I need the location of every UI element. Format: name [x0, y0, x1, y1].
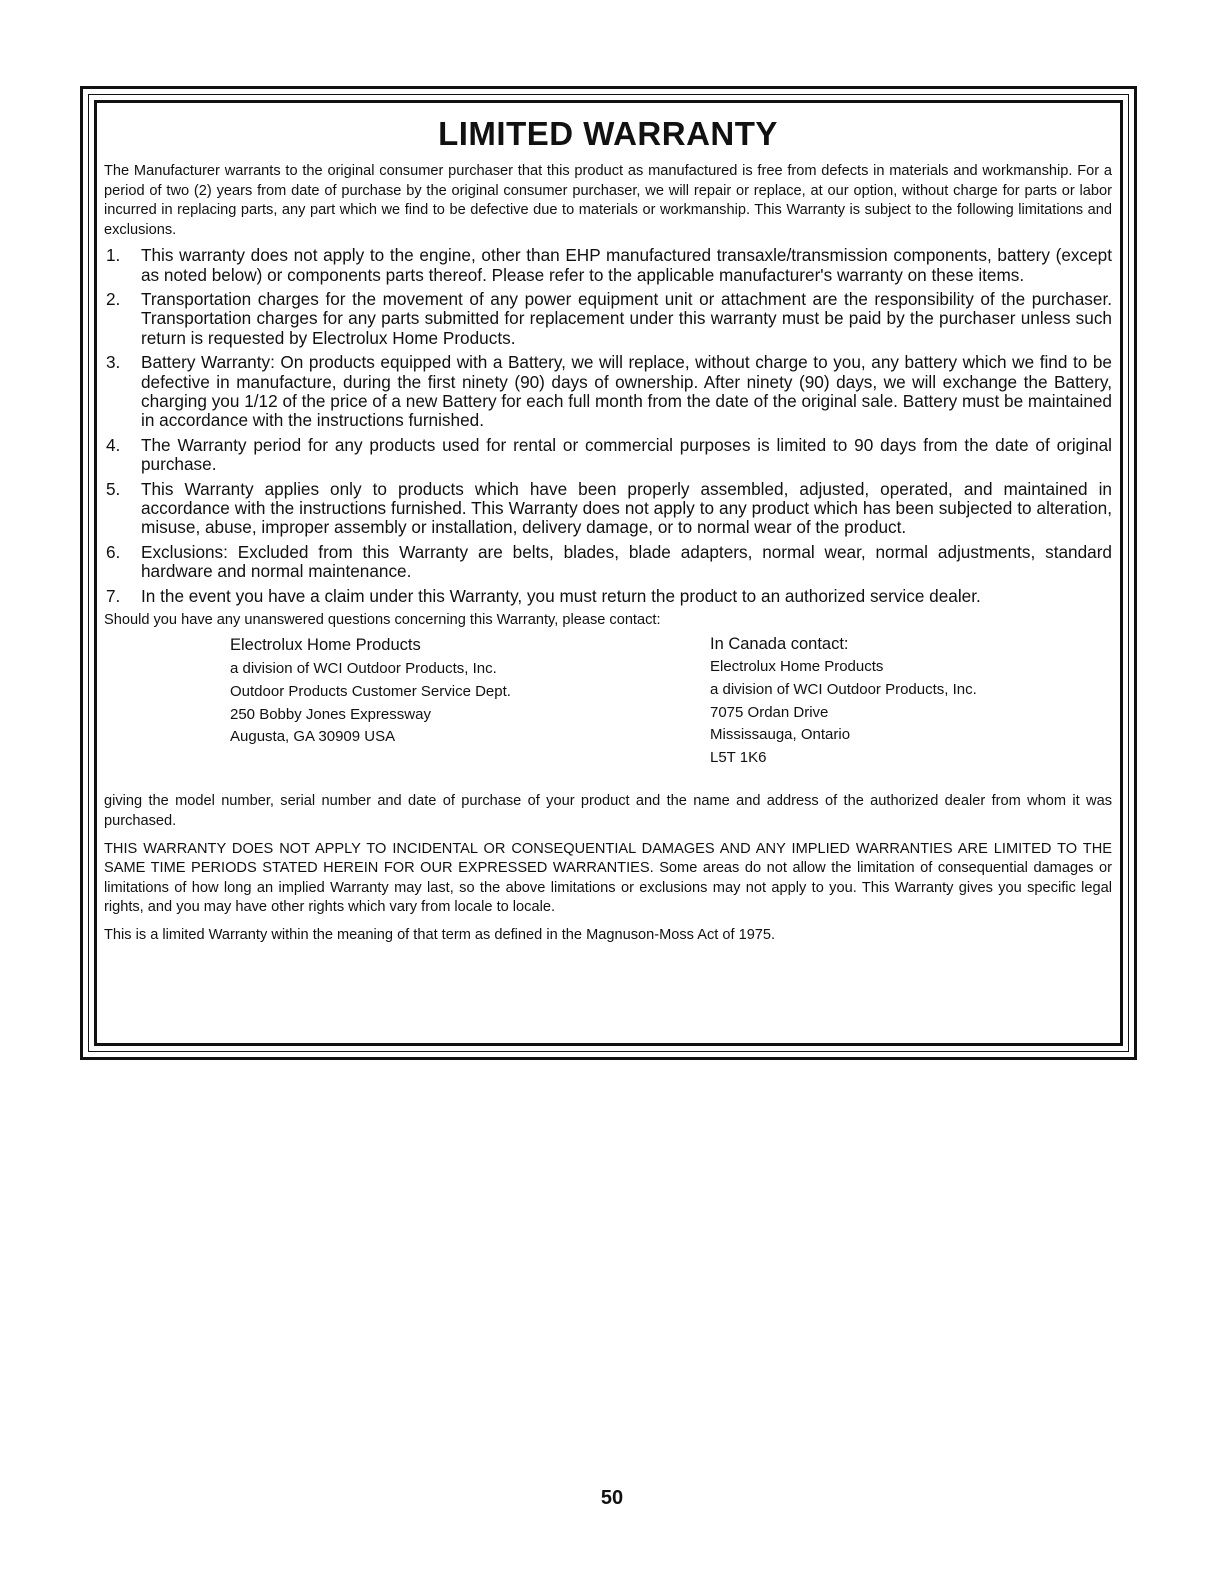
item-text: This Warranty applies only to products which have been properly assembled, adjusted, operated, and maintained in accordance with the instructions furnished. This Warranty does not apply to any product which has been subjected to alteration, misuse, abuse, improper assembly or installation, delivery damage, or to normal wear of the product.	[141, 478, 1112, 538]
item-number: 5.	[106, 478, 121, 499]
canada-address-division: a division of WCI Outdoor Products, Inc.	[710, 680, 977, 698]
item-number: 6.	[106, 541, 121, 562]
us-address-dept: Outdoor Products Customer Service Dept.	[230, 682, 511, 700]
item-text: The Warranty period for any products used for rental or commercial purposes is limited to 90 days from the date of original purchase.	[141, 434, 1112, 474]
contact-addresses	[104, 632, 1112, 792]
item-text: Battery Warranty: On products equipped with a Battery, we will replace, without charge to you, any battery which we find to be defective in manufacture, during the first ninety (90) days of ownership. After ninety (90) days, we will exchange the Battery, charging you 1/12 of the price of a new Battery for each full month from the date of the original sale. Battery must be maintained in accordance with the instructions furnished.	[141, 352, 1112, 430]
canada-address-street: 7075 Ordan Drive	[710, 703, 829, 721]
page-title: LIMITED WARRANTY	[438, 115, 778, 152]
canada-address-city: Mississauga, Ontario	[710, 726, 851, 744]
item-number: 7.	[106, 585, 121, 606]
warranty-content	[104, 112, 1112, 945]
list-item	[104, 480, 1112, 538]
list-item	[104, 246, 1112, 284]
item-text: This warranty does not apply to the engine, other than EHP manufactured transaxle/transmission components, battery (except as noted below) or components parts thereof. Please refer to the applicable manufacturer's warranty on these items.	[141, 245, 1112, 285]
canada-address-company: Electrolux Home Products	[710, 658, 884, 676]
canada-address	[710, 632, 977, 769]
canada-address-postal: L5T 1K6	[710, 748, 767, 766]
list-item	[104, 587, 1112, 606]
giving-paragraph: giving the model number, serial number and date of purchase of your product and the name and address of the authorized dealer from whom it was purchased.	[104, 793, 1112, 829]
item-text: In the event you have a claim under this Warranty, you must return the product to an authorized service dealer.	[141, 585, 981, 606]
canada-address-heading: In Canada contact:	[710, 635, 849, 654]
contact-intro: Should you have any unanswered questions concerning this Warranty, please contact:	[104, 612, 661, 629]
list-item	[104, 543, 1112, 581]
us-address-street: 250 Bobby Jones Expressway	[230, 705, 431, 723]
disclaimer-paragraph: THIS WARRANTY DOES NOT APPLY TO INCIDENTAL OR CONSEQUENTIAL DAMAGES AND ANY IMPLIED WARRANTIES ARE LIMITED TO THE SAME TIME PERIODS STATED HEREIN FOR OUR EXPRESSED WARRANTIES. Some areas do not allow the limitation of consequential damages or limitations of how long an implied Warranty may last, so the above limitations or exclusions may not apply to you. This Warranty gives you specific legal rights, and you may have other rights which vary from locale to locale.	[104, 840, 1112, 916]
item-number: 3.	[106, 352, 121, 373]
limitations-list	[104, 246, 1112, 605]
us-address-company: Electrolux Home Products	[230, 636, 421, 655]
us-address-city: Augusta, GA 30909 USA	[230, 728, 396, 746]
us-address-division: a division of WCI Outdoor Products, Inc.	[230, 660, 497, 678]
item-number: 4.	[106, 434, 121, 455]
list-item	[104, 436, 1112, 474]
item-number: 1.	[106, 245, 121, 266]
item-text: Transportation charges for the movement of any power equipment unit or attachment are the responsibility of the purchaser. Transportation charges for any parts submitted for replacement under this warranty must be paid by the purchaser unless such return is requested by Electrolux Home Products.	[141, 289, 1112, 348]
list-item	[104, 353, 1112, 430]
list-item	[104, 290, 1112, 348]
us-address	[230, 632, 511, 748]
page-number: 50	[600, 1487, 624, 1509]
magnuson-moss-paragraph: This is a limited Warranty within the meaning of that term as defined in the Magnuson-Moss Act of 1975.	[104, 926, 776, 943]
intro-paragraph: The Manufacturer warrants to the original consumer purchaser that this product as manufactured is free from defects in materials and workmanship. For a period of two (2) years from date of purchase by the original consumer purchaser, we will repair or replace, at our option, without charge for parts or labor incurred in replacing parts, any part which we find to be defective due to materials or workmanship. This Warranty is subject to the following limitations and exclusions.	[104, 163, 1112, 238]
item-text: Exclusions: Excluded from this Warranty are belts, blades, blade adapters, normal wear, normal adjustments, standard hardware and normal maintenance.	[141, 541, 1112, 581]
item-number: 2.	[106, 289, 121, 310]
